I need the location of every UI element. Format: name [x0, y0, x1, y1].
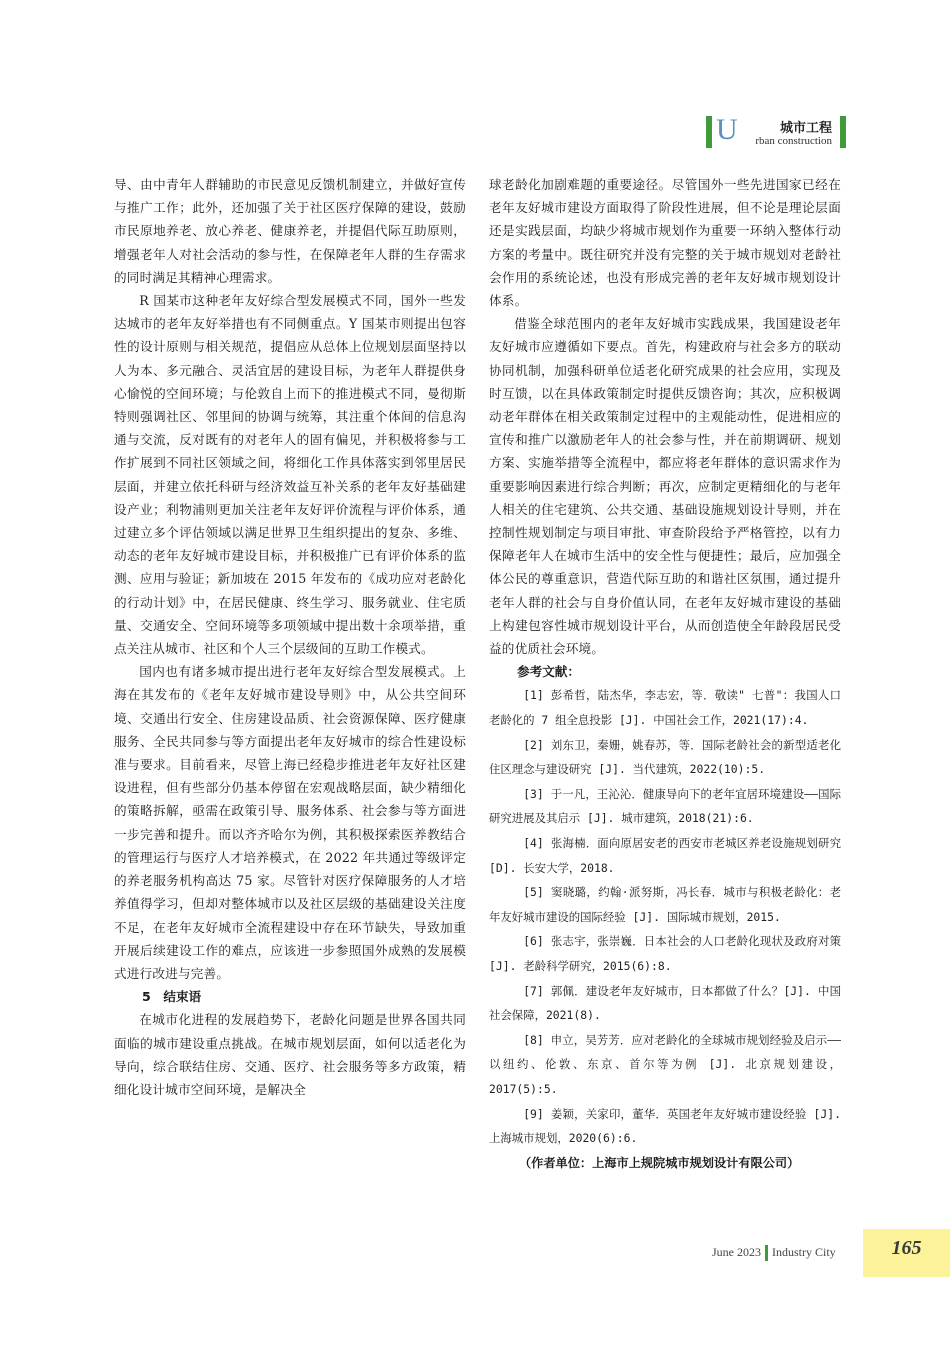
- author-affiliation: （作者单位：上海市上规院城市规划设计有限公司）: [519, 1155, 800, 1170]
- journal-name: Industry City: [772, 1245, 836, 1259]
- paragraph: 在城市化进程的发展趋势下，老龄化问题是世界各国共同面临的城市建设重点挑战。在城市规划层面，如何以适老化为导向，综合联结住房、交通、医疗、社会服务等多方政策，精细化设计城市空间环境，是解决全: [114, 1012, 466, 1097]
- paragraph: 导、由中青年人群辅助的市民意见反馈机制建立，并做好宣传与推广工作；此外，还加强了关于社区医疗保障的建设，鼓励市民原地养老、放心养老、健康养老，并提倡代际互助原则，增强老年人对社会活动的参与性，在保障老年人群的生存需求的同时满足其精神心理需求。: [114, 177, 466, 285]
- logo-letter: U: [716, 113, 738, 146]
- paragraph: 球老龄化加剧难题的重要途径。尽管国外一些先进国家已经在老年友好城市建设方面取得了阶段性进展，但不论是理论层面还是实践层面，均缺少将城市规划作为重要一环纳入整体行动方案的考量中。既往研究并没有完整的关于城市规划对老龄社会作用的系统论述，也没有形成完善的老年友好城市规划设计体系。: [489, 177, 841, 309]
- paragraph: R 国某市这种老年友好综合型发展模式不同，国外一些发达城市的老年友好举措也有不同侧重点。Y 国某市则提出包容性的设计原则与相关规范，提倡应从总体上位规划层面坚持以人为本、多元融合、灵活宜居的建设目标，为老年人群提供身心愉悦的空间环境；与伦敦自上而下的推进模式不同，曼彻斯特则强调社区、邻里间的协调与统筹，其注重个体间的信息沟通与交流，反对既有的对老年人的固有偏见，并积极将参与工作扩展到不同社区领域之间，将细化工作具体落实到邻里居民层面，并建立依托科研与经济效益互补关系的老年友好基础建设产业；利物浦则更加关注老年友好评价流程与评价体系，通过建立多个评估领域以满足世界卫生组织提出的复杂、多维、动态的老年友好城市建设目标，并积极推广已有评价体系的监测、应用与验证；新加坡在 2015 年发布的《成功应对老龄化的行动计划》中，在居民健康、终生学习、服务就业、住宅质量、交通安全、空间环境等多项领域中提出数十余项举措，重点关注从城市、社区和个人三个层级间的互助工作模式。: [114, 293, 466, 657]
- journal-logo: [706, 114, 846, 150]
- reference-item: [9] 姜颖，关家印，董华．英国老年友好城市建设经验 [J]. 上海城市规划，2020(6):6.: [489, 1106, 841, 1146]
- page-number-box: [863, 1229, 950, 1277]
- logo-right-bar: [840, 116, 846, 148]
- reference-item: [3] 于一凡，王沁沁．健康导向下的老年宜居环境建设——国际研究进展及其启示 [J]. 城市建筑，2018(21):6.: [489, 786, 841, 826]
- page-footer: [712, 1240, 836, 1264]
- left-column: [114, 173, 466, 1101]
- section-heading: 5 结束语: [142, 989, 202, 1005]
- reference-item: [2] 刘东卫，秦姗，姚春苏，等．国际老龄社会的新型适老化住区理念与建设研究 [J]. 当代建筑，2022(10):5.: [489, 737, 841, 777]
- reference-item: [8] 申立，吴芳芳．应对老龄化的全球城市规划经验及启示——以纽约、伦敦、东京、首尔等为例 [J]. 北京规划建设，2017(5):5.: [489, 1032, 841, 1096]
- section-title: 城市工程: [779, 121, 832, 136]
- reference-item: [6] 张志宇，张崇巍．日本社会的人口老龄化现状及政府对策 [J]. 老龄科学研究，2015(6):8.: [489, 934, 841, 973]
- reference-item: [1] 彭希哲，陆杰华，李志宏，等．敬读" 七普"：我国人口老龄化的 7 组全息投影 [J]. 中国社会工作，2021(17):4.: [489, 688, 841, 728]
- reference-item: [5] 窦晓璐，约翰·派努斯，冯长春．城市与积极老龄化：老年友好城市建设的国际经验 [J]. 国际城市规划，2015.: [489, 885, 841, 924]
- logo-left-bar: [706, 116, 712, 148]
- section-subtitle: rban construction: [755, 135, 832, 147]
- reference-item: [4] 张海楠．面向原居安老的西安市老城区养老设施规划研究 [D]. 长安大学，2018.: [489, 836, 841, 875]
- reference-item: [7] 郭佩．建设老年友好城市，日本都做了什么？[J]. 中国社会保障，2021(8).: [489, 983, 841, 1023]
- right-column: [489, 173, 841, 1173]
- references-heading: 参考文献：: [517, 664, 580, 680]
- footer-divider: [765, 1245, 768, 1261]
- page-number: 165: [891, 1237, 922, 1259]
- paragraph: 借鉴全球范围内的老年友好城市实践成果，我国建设老年友好城市应遵循如下要点。首先，构建政府与社会多方的联动协同机制，加强科研单位适老化研究成果的社会应用，实现及时互馈，以在具体政策制定时提供反馈咨询；其次，应积极调动老年群体在相关政策制定过程中的主观能动性，促进相应的宣传和推广以激励老年人的社会参与性，并在前期调研、规划方案、实施举措等全流程中，都应将老年群体的意识需求作为重要影响因素进行综合判断；再次，应制定更精细化的与老年人相关的住宅建筑、公共交通、基础设施规划设计导则，并在控制性规划制定与项目审批、审查阶段给予严格管控，以有力保障老年人在城市生活中的安全性与便捷性；最后，应加强全体公民的尊重意识，营造代际互助的和谐社区氛围，通过提升老年人群的社会与自身价值认同，在老年友好城市建设的基础上构建包容性城市规划设计平台，从而创造使全年龄段居民受益的优质社会环境。: [489, 316, 841, 657]
- paragraph: 国内也有诸多城市提出进行老年友好综合型发展模式。上海在其发布的《老年友好城市建设导则》中，从公共空间环境、交通出行安全、住房建设品质、社会资源保障、医疗健康服务、全民共同参与等方面提出老年友好城市的综合性建设标准与要求。目前看来，尽管上海已经稳步推进老年友好社区建设进程，但有些部分仍基本停留在宏观战略层面，缺少精细化的策略拆解，亟需在政策引导、服务体系、社会参与等方面进一步完善和提升。而以齐齐哈尔为例，其积极探索医养教结合的管理运行与医疗人才培养模式，在 2022 年共通过等级评定的养老服务机构高达 75 家。尽管针对医疗保障服务的人才培养值得学习，但却对整体城市以及社区层级的基础建设关注度不足，在老年友好城市全流程建设中存在环节缺失，导致加重开展后续建设工作的难点，应该进一步参照国外成熟的发展模式进行改进与完善。: [114, 664, 466, 981]
- issue-date: June 2023: [712, 1245, 761, 1259]
